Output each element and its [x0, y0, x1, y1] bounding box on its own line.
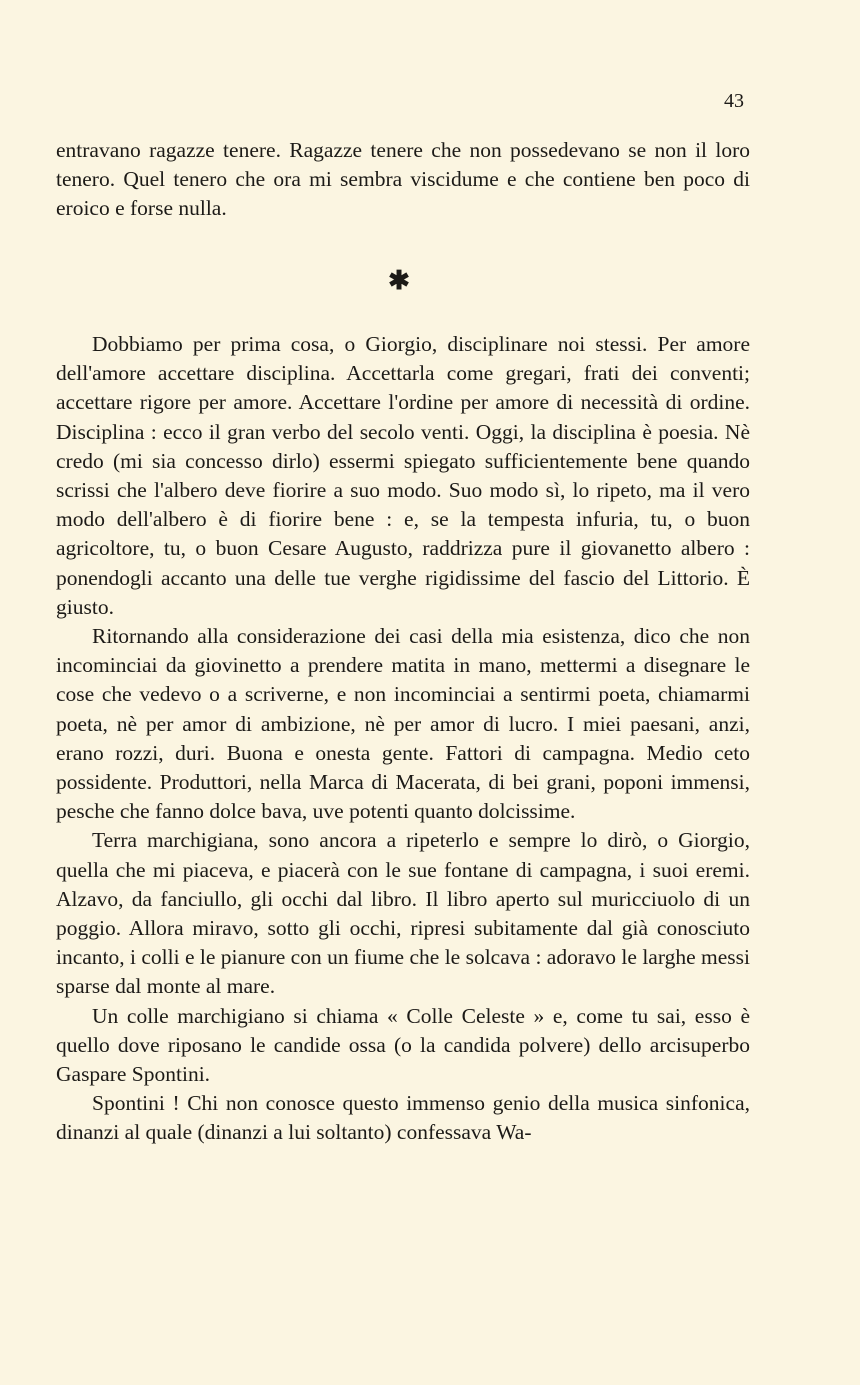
paragraph-spontini: Spontini ! Chi non conosce questo immenso genio della musica sinfonica, dinanzi al quale (dinanzi a lui soltanto) confessava Wa-: [56, 1091, 750, 1145]
paragraph-ritornando: Ritornando alla considerazione dei casi della mia esistenza, dico che non incominciai da giovinetto a prendere matita in mano, mettermi a disegnare le cose che vedevo o a scriverne, e non incominciai a sentirmi poeta, chiamarmi poeta, nè per amor di ambizione, nè per amor di lucro. I miei paesani, anzi, erano rozzi, duri. Buona e onesta gente. Fattori di campagna. Medio ceto possidente. Produttori, nella Marca di Macerata, di bei grani, poponi immensi, pesche che fanno dolce bava, uve potenti quanto dolcissime.: [56, 624, 750, 824]
paragraph-colle-celeste: Un colle marchigiano si chiama « Colle Celeste » e, come tu sai, esso è quello dove riposano le candide ossa (o la candida polvere) dello arcisuperbo Gaspare Spontini.: [56, 1003, 750, 1087]
main-text-block: [56, 330, 750, 1148]
page-number: 43: [724, 90, 744, 112]
paragraph-terra-marchigiana: Terra marchigiana, sono ancora a ripeterlo e sempre lo dirò, o Giorgio, quella che mi piaceva, e piacerà con le sue fontane di campagna, i suoi eremi. Alzavo, da fanciullo, gli occhi dal libro. Il libro aperto sul muricciuolo di un poggio. Allora miravo, sotto gli occhi, ripresi subitamente dal già conosciuto incanto, i colli e le pianure con un fiume che le solcava : adoravo le larghe messi sparse dal monte al mare.: [56, 828, 750, 999]
paragraph-continued-text: entravano ragazze tenere. Ragazze tenere che non possedevano se non il loro tenero. Quel tenero che ora mi sembra viscidume e che contiene ben poco di eroico e forse nulla.: [56, 138, 750, 221]
continued-paragraph: [56, 136, 750, 224]
section-separator-asterisk: ✱: [388, 266, 410, 295]
paragraph-disciplina: Dobbiamo per prima cosa, o Giorgio, disciplinare noi stessi. Per amore dell'amore accettare disciplina. Accettarla come gregari, frati dei conventi; accettare rigore per amore. Accettare l'ordine per amore di necessità di ordine. Disciplina : ecco il gran verbo del secolo venti. Oggi, la disciplina è poesia. Nè credo (mi sia concesso dirlo) essermi spiegato sufficientemente bene quando scrissi che l'albero deve fiorire a suo modo. Suo modo sì, lo ripeto, ma il vero modo dell'albero è di fiorire bene : e, se la tempesta infuria, tu, o buon agricoltore, tu, o buon Cesare Augusto, raddrizza pure il giovanetto albero : ponendogli accanto una delle tue verghe rigidissime del fascio del Littorio. È giusto.: [56, 332, 750, 619]
